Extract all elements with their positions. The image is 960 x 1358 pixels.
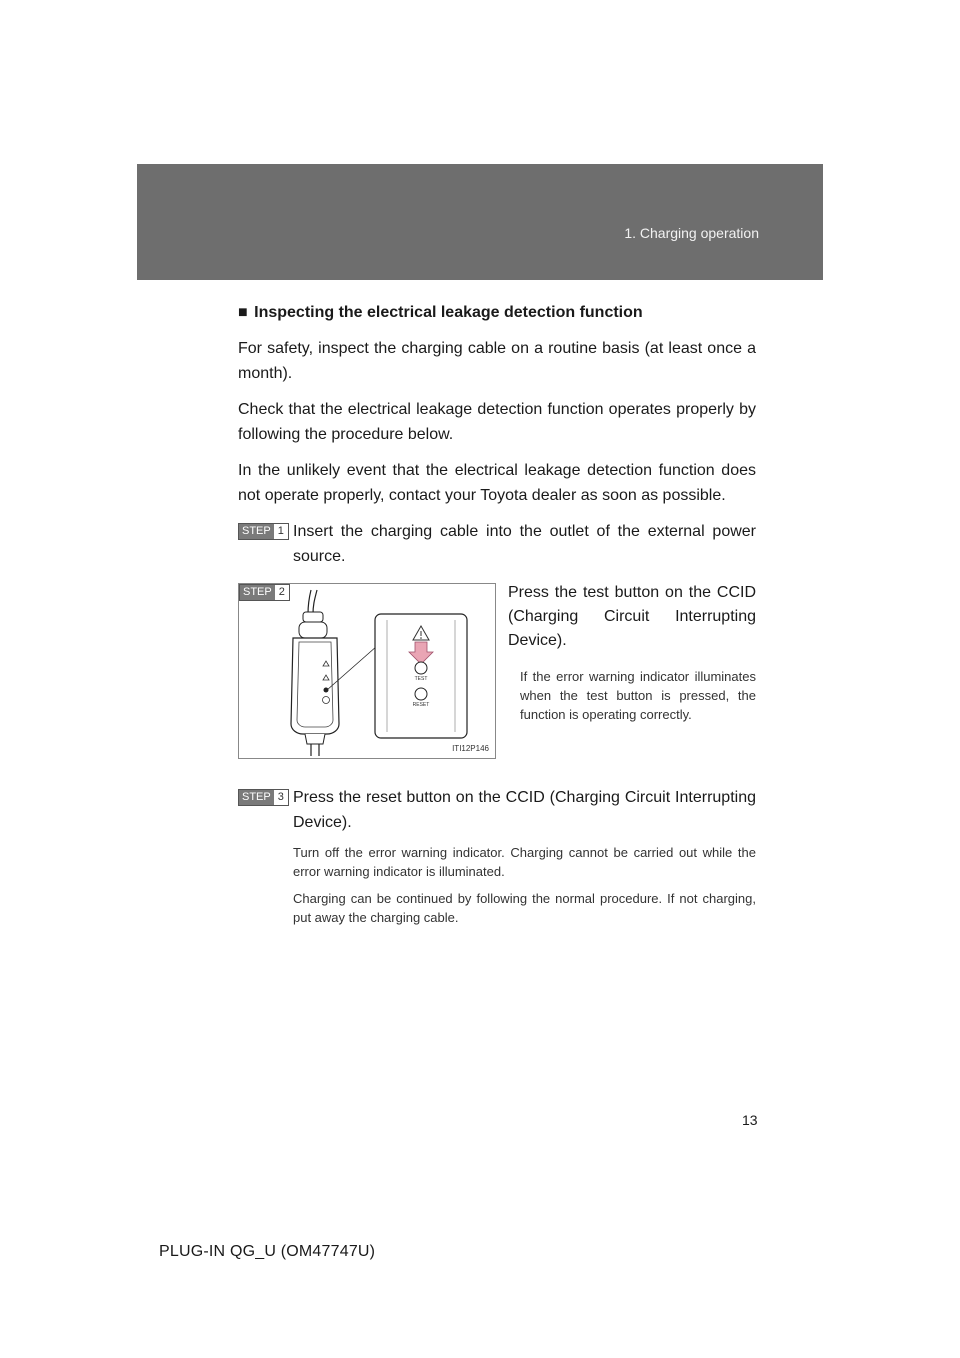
paragraph-2: Check that the electrical leakage detection function operates properly by following the procedure below. bbox=[238, 401, 756, 443]
ccid-drawing bbox=[239, 584, 495, 758]
step-3-badge bbox=[238, 789, 289, 806]
heading-marker: ■ bbox=[238, 304, 248, 321]
page-number: 13 bbox=[742, 1112, 758, 1128]
header-band bbox=[137, 164, 823, 280]
ccid-illustration bbox=[238, 583, 496, 759]
paragraph-1: For safety, inspect the charging cable on a routine basis (at least once a month). bbox=[238, 340, 756, 382]
footer-doc-code: PLUG-IN QG_U (OM47747U) bbox=[159, 1243, 376, 1260]
main-content bbox=[238, 302, 756, 935]
step-3-text: Press the reset button on the CCID (Charging Circuit Interrupting Device). bbox=[293, 789, 756, 831]
step-3-note-1: Turn off the error warning indicator. Charging cannot be carried out while the error warning indicator is illuminated. bbox=[293, 845, 756, 879]
step-1-badge bbox=[238, 523, 289, 540]
step-2-content bbox=[508, 581, 756, 724]
step-1-word: STEP bbox=[239, 524, 274, 539]
test-label: TEST bbox=[414, 676, 428, 682]
step-1 bbox=[238, 519, 756, 569]
section-title: 1. Charging operation bbox=[624, 225, 759, 241]
figure-code: ITI12P146 bbox=[452, 744, 489, 753]
step-3-number: 3 bbox=[274, 790, 288, 805]
step-2-badge bbox=[239, 584, 290, 601]
heading-text: Inspecting the electrical leakage detection function bbox=[254, 304, 643, 321]
step-2 bbox=[238, 583, 756, 759]
step-2-text: Press the test button on the CCID (Charging Circuit Interrupting Device). bbox=[508, 584, 756, 649]
step-1-number: 1 bbox=[274, 524, 288, 539]
step-3-note-2: Charging can be continued by following the normal procedure. If not charging, put away the charging cable. bbox=[293, 891, 756, 925]
step-2-note: If the error warning indicator illuminates when the test button is pressed, the function is operating correctly. bbox=[520, 669, 756, 722]
step-2-word: STEP bbox=[240, 585, 275, 600]
section-heading bbox=[238, 302, 756, 324]
step-3-word: STEP bbox=[239, 790, 274, 805]
step-2-number: 2 bbox=[275, 585, 289, 600]
reset-label: RESET bbox=[412, 702, 430, 708]
step-1-text: Insert the charging cable into the outlet of the external power source. bbox=[293, 523, 756, 565]
paragraph-3: In the unlikely event that the electrical leakage detection function does not operate properly, contact your Toyota dealer as soon as possible. bbox=[238, 462, 756, 504]
step-3 bbox=[238, 785, 756, 927]
